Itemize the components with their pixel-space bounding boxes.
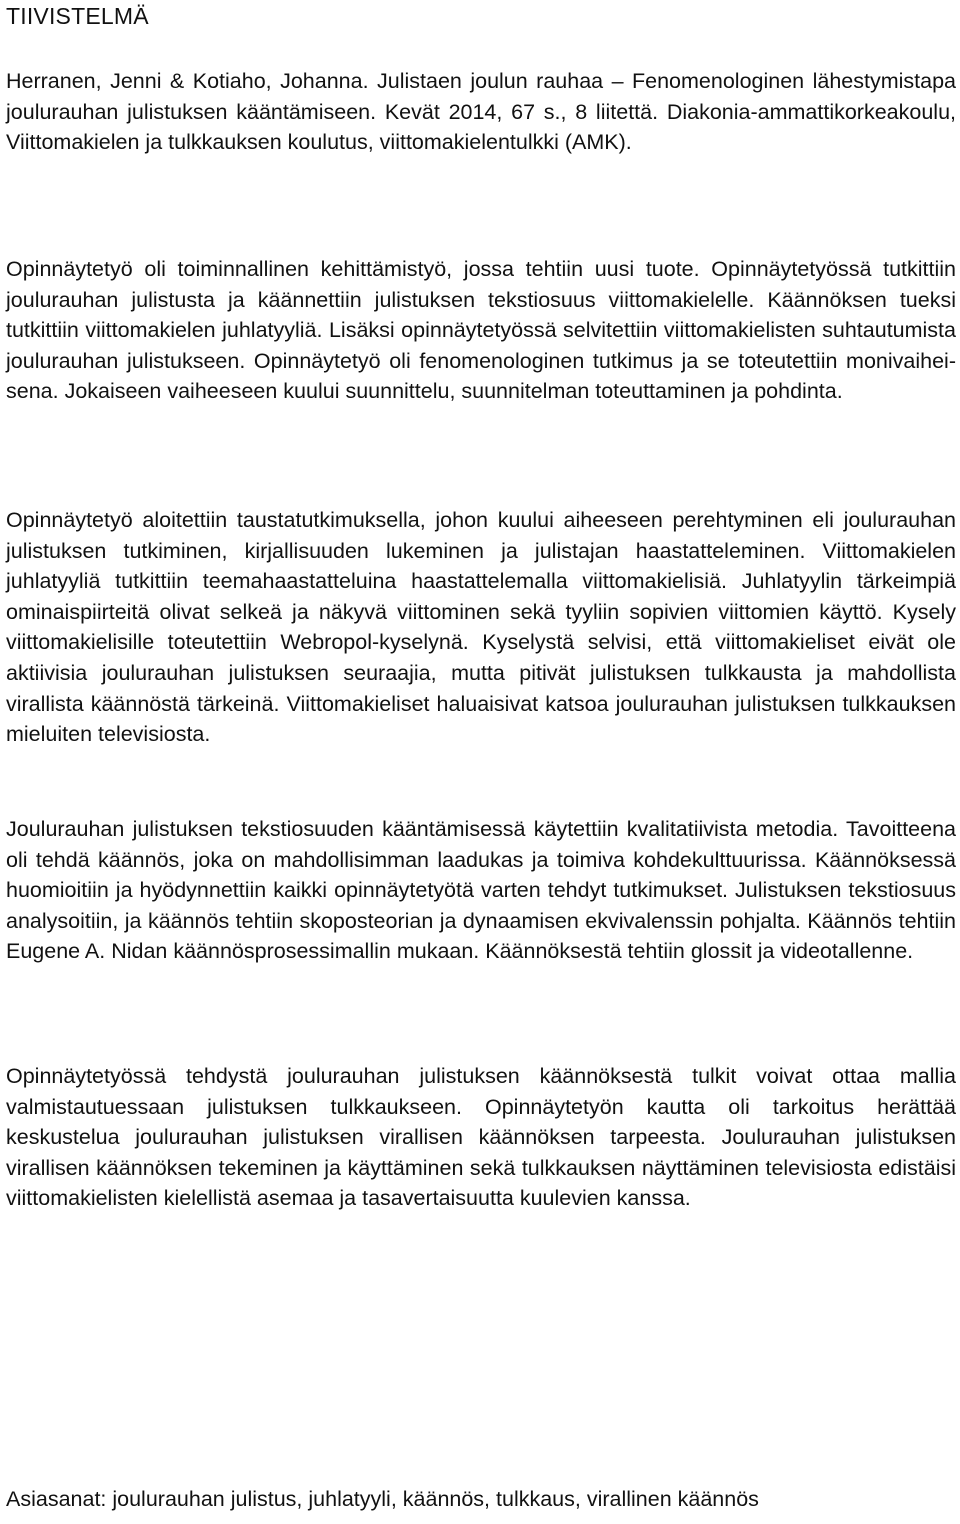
abstract-paragraph-2: Opinnäytetyö aloitettiin taustatutkimuksella, johon kuului aiheeseen perehtyminen eli joulurauhan julistuksen tutkiminen, kirjallisuuden lukeminen ja julistajan haastatteleminen. Viittomakielen juhlatyyliä tutkittiin teemahaastatteluina haastattelemalla viittomakielisiä. Juhlatyylin tärkeimpiä ominaispiirteitä olivat selkeä ja näkyvä viittominen sekä tyyliin sopivien viittomien käyttö. Kysely viittomakielisille toteutettiin Webropol-kyselynä. Kyselystä selvisi, että viittomakieliset eivät ole aktiivisia joulurauhan julistuksen seuraajia, mutta pitivät julistuksen tulkkausta ja mahdollista virallista käännöstä tärkeinä. Viittomakieliset haluaisivat katsoa joulurauhan julistuksen tulkkauksen mieluiten televisiosta. [6,508,956,747]
abstract-paragraph-4: Opinnäytetyössä tehdystä joulurauhan julistuksen käännöksestä tulkit voivat ottaa mallia valmistautuessaan julistuksen tulkkaukseen. Opinnäytetyön kautta oli tarkoitus herättää keskustelua joulurauhan julistuksen virallisen käännöksen tarpeesta. Joulurauhan julistuksen virallisen käännöksen tekeminen ja käyttäminen sekä tulkkauksen näyttäminen televisiosta edistäisi viittomakielisten kielellistä asemaa ja tasavertaisuutta kuulevien kanssa. [6,1064,956,1211]
keywords-line: Asiasanat: joulurauhan julistus, juhlatyyli, käännös, tulkkaus, virallinen käännös [6,1487,759,1511]
abstract-paragraph-1: Opinnäytetyö oli toiminnallinen kehittämistyö, jossa tehtiin uusi tuote. Opinnäytetyössä tutkittiin joulurauhan julistusta ja käännettiin julistuksen tekstiosuus viittomakielelle. Käännöksen tueksi tutkittiin viittomakielen juhlatyyliä. Lisäksi opinnäytetyössä selvitettiin viittomakielisten suhtautumista joulurauhan julistukseen. Opinnäytetyö oli fenomenologinen tutkimus ja se toteutettiin monivaiheisena. Jokaiseen vaiheeseen kuului suunnittelu, suunnitelman toteuttaminen ja pohdinta. [6,257,956,404]
page-title: TIIVISTELMÄ [6,3,149,29]
abstract-paragraph-3: Joulurauhan julistuksen tekstiosuuden kääntämisessä käytettiin kvalitatiivista metodia. Tavoitteena oli tehdä käännös, joka on mahdollisimman laadukas ja toimiva kohdekulttuurissa. Käännöksessä huomioitiin ja hyödynnettiin kaikki opinnäytetyötä varten tehdyt tutkimukset. Julistuksen tekstiosuus analysoitiin, ja käännös tehtiin skoposteorian ja dynaamisen ekvivalenssin pohjalta. Käännös tehtiin Eugene A. Nidan käännösprosessimallin mukaan. Käännöksestä tehtiin glossit ja videotallenne. [6,817,956,964]
citation-paragraph: Herranen, Jenni & Kotiaho, Johanna. Julistaen joulun rauhaa – Fenomenologinen lähestymistapa joulurauhan julistuksen kääntämiseen. Kevät 2014, 67 s., 8 liitettä. Diakonia-ammattikorkeakoulu, Viittomakielen ja tulkkauksen koulutus, viittomakielentulkki (AMK). [6,69,956,155]
document-page [6,0,956,1524]
